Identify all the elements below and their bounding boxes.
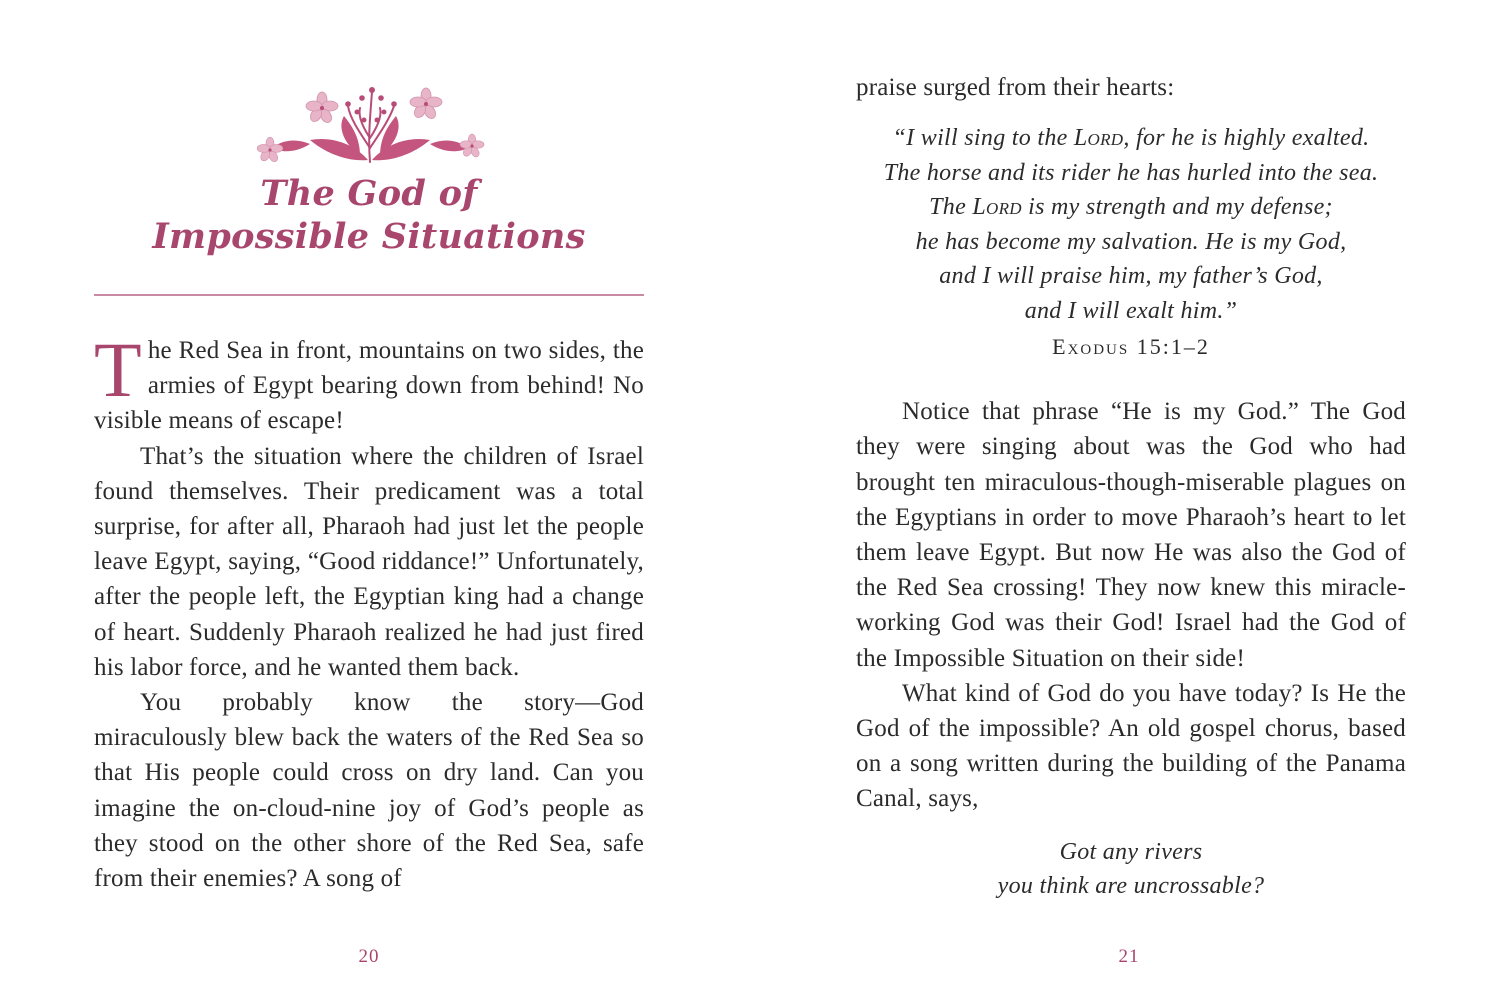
verse-line: and I will exalt him.” [1024, 297, 1238, 324]
continued-line: praise surged from their hearts: [856, 74, 1175, 101]
title-divider [94, 294, 644, 296]
floral-ornament-icon [250, 78, 490, 168]
chorus-line: Got any rivers [1059, 838, 1203, 865]
chapter-title-line-2: Impossible Situations [152, 216, 586, 257]
chapter-title-line-1: The God of [260, 173, 478, 214]
paragraph: Notice that phrase “He is my God.” The God they were singing about was the God who had brought ten miraculous-though-miserable plagues on the Egyptians in order to move Pharaoh’s heart to let them leave Egypt. But now He was also the God of the Red Sea crossing! They now knew this miracle-working God was their God! Israel had the God of the Impossible Situation on their side! [856, 398, 1406, 672]
chapter-title [94, 172, 644, 258]
chorus-quote [856, 835, 1406, 904]
right-body-text [856, 70, 1406, 904]
verse-line: and I will praise him, my father’s God, [939, 263, 1323, 290]
verse-line: he has become my salvation. He is my God, [915, 228, 1347, 255]
paragraph: You probably know the story—God miraculously blew back the waters of the Red Sea so that His people could cross on dry land. Can you imagine the on-cloud-nine joy of God’s people as they stood on the other shore of the Red Sea, safe from their enemies? A song of [94, 689, 644, 893]
opening-paragraph-text: he Red Sea in front, mountains on two sides, the armies of Egypt bearing down from behind! No visible means of escape! [94, 337, 644, 435]
drop-cap: T [94, 326, 142, 413]
right-page [750, 0, 1500, 1000]
left-body-text [94, 326, 644, 896]
paragraph: That’s the situation where the children of Israel found themselves. Their predicament was a total surprise, for after all, Pharaoh had just let the people leave Egypt, saying, “Good riddance!” Unfortunately, after the people left, the Egyptian king had a change of heart. Suddenly Pharaoh realized he had just fired his labor force, and he wanted them back. [94, 442, 644, 681]
paragraph: What kind of God do you have today? Is He the God of the impossible? An old gospel chorus, based on a song written during the building of the Panama Canal, says, [856, 679, 1406, 813]
verse-line: The horse and its rider he has hurled into the sea. [883, 159, 1379, 186]
verse-line: “I will sing to the Lord, for he is highly exalted. [892, 125, 1370, 152]
verse-citation: Exodus 15:1–2 [1052, 334, 1210, 360]
scripture-verse [856, 121, 1406, 362]
page-number: 21 [1118, 946, 1140, 967]
chorus-line: you think are uncrossable? [997, 873, 1265, 900]
verse-line: The Lord is my strength and my defense; [929, 194, 1333, 221]
page-number: 20 [358, 946, 380, 967]
opening-paragraph [94, 326, 644, 439]
